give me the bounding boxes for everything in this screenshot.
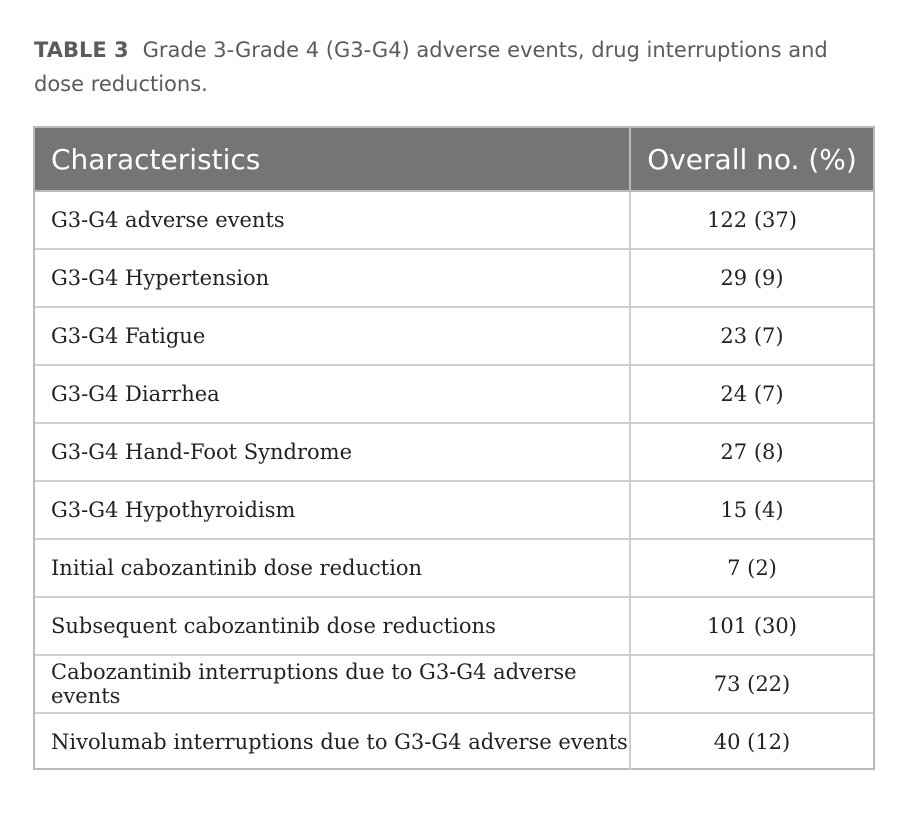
table-row (35, 423, 873, 481)
cell-characteristic: G3-G4 Hypertension (35, 249, 630, 307)
table-label: TABLE 3 (34, 38, 129, 62)
cell-overall: 40 (12) (713, 730, 791, 754)
table-row (35, 713, 873, 770)
cell-overall: 29 (9) (630, 249, 873, 307)
table-row (35, 481, 873, 539)
cell-characteristic: G3-G4 adverse events (35, 191, 630, 249)
cell-overall: 27 (8) (630, 423, 873, 481)
table-row (35, 249, 873, 307)
cell-overall: 23 (7) (630, 307, 873, 365)
header-characteristics: Characteristics (35, 128, 630, 191)
cell-overall: 15 (4) (630, 481, 873, 539)
cell-overall: 24 (7) (630, 365, 873, 423)
table-header-row (35, 128, 873, 191)
table-row (35, 655, 873, 713)
data-table (33, 126, 875, 770)
cell-overall: 122 (37) (630, 191, 873, 249)
cell-characteristic: G3-G4 Diarrhea (35, 365, 630, 423)
cell-overall: 101 (30) (630, 597, 873, 655)
cell-characteristic: Subsequent cabozantinib dose reductions (35, 597, 630, 655)
cell-overall: 73 (22) (630, 655, 873, 713)
cell-overall: 7 (2) (630, 539, 873, 597)
header-overall: Overall no. (%) (630, 128, 873, 191)
cell-characteristic: G3-G4 Hypothyroidism (35, 481, 630, 539)
table-title: Grade 3-Grade 4 (G3-G4) adverse events, drug interruptions and dose reductions. (34, 38, 828, 96)
table-row (35, 365, 873, 423)
cell-characteristic: Cabozantinib interruptions due to G3-G4 adverse events (35, 655, 630, 713)
table-row (35, 597, 873, 655)
cell-characteristic: Nivolumab interruptions due to G3-G4 adverse events (35, 713, 630, 770)
cell-characteristic: Initial cabozantinib dose reduction (35, 539, 630, 597)
table-row (35, 539, 873, 597)
cell-characteristic: G3-G4 Hand-Foot Syndrome (35, 423, 630, 481)
table-row (35, 307, 873, 365)
cell-characteristic: G3-G4 Fatigue (35, 307, 630, 365)
table-row (35, 191, 873, 249)
table-caption (34, 33, 864, 101)
